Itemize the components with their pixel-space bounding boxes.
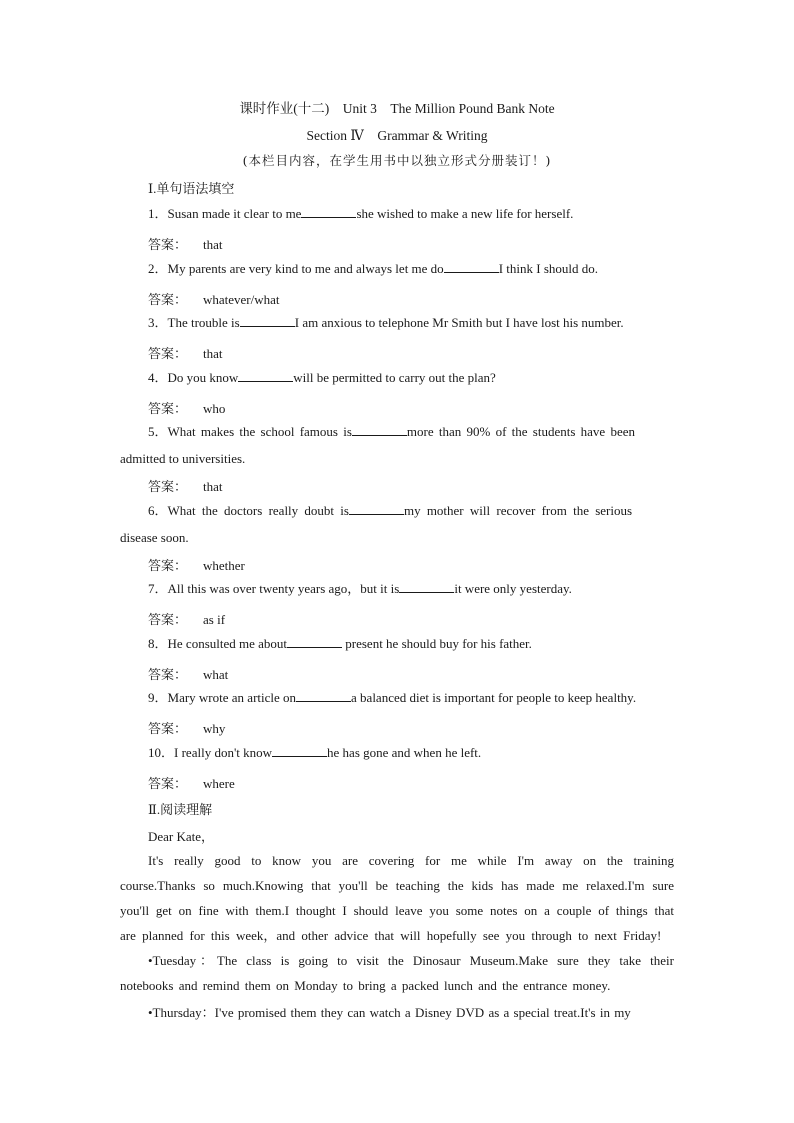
question-number: 6． (148, 503, 168, 518)
answer-7 (148, 609, 225, 628)
answer-9 (148, 718, 225, 737)
answer-text: where (203, 776, 235, 791)
answer-blank[interactable] (296, 689, 351, 702)
question-number: 3． (148, 315, 168, 330)
answer-blank[interactable] (444, 260, 499, 273)
question-text-before: My parents are very kind to me and always let me do (167, 261, 444, 276)
section-title: Section Ⅳ Grammar & Writing (306, 128, 488, 143)
question-6-continuation: disease soon. (120, 530, 189, 545)
answer-blank[interactable] (240, 314, 295, 327)
answer-blank[interactable] (287, 635, 342, 648)
answer-label: 答案： (148, 401, 188, 416)
bullet-tuesday (120, 948, 674, 998)
answer-text: that (203, 237, 223, 252)
answer-blank[interactable] (349, 502, 404, 515)
question-text-after: I think I should do. (498, 261, 598, 276)
question-5-continuation: admitted to universities. (120, 451, 246, 466)
question-9 (148, 685, 674, 711)
answer-blank[interactable] (301, 205, 356, 218)
answer-blank[interactable] (238, 369, 293, 382)
question-text-before: All this was over twenty years ago，but it is (167, 581, 400, 596)
question-3 (148, 310, 674, 336)
question-text-before: I really don't know (174, 745, 273, 760)
answer-label: 答案： (148, 721, 188, 736)
bullet-label: •Tuesday： (148, 953, 217, 968)
question-text-before: The trouble is (167, 315, 240, 330)
question-text-after: more than 90% of the students have been (406, 424, 635, 439)
question-7 (148, 576, 674, 602)
answer-blank[interactable] (352, 423, 407, 436)
letter-paragraph (120, 848, 674, 948)
question-number: 8． (148, 636, 168, 651)
question-number: 4． (148, 370, 168, 385)
question-2 (148, 256, 674, 282)
letter-salutation: Dear Kate， (148, 829, 215, 844)
answer-blank[interactable] (272, 744, 327, 757)
answer-label: 答案： (148, 292, 188, 307)
question-number: 9． (148, 690, 168, 705)
answer-text: who (203, 401, 226, 416)
question-number: 5． (148, 424, 168, 439)
question-text-after: he has gone and when he left. (327, 745, 482, 760)
binding-note: (本栏目内容，在学生用书中以独立形式分册装订！) (242, 153, 552, 168)
bullet-text: I've promised them they can watch a Disney DVD as a special treat.It's in my (214, 1005, 631, 1020)
answer-label: 答案： (148, 479, 188, 494)
question-1 (148, 201, 674, 227)
question-text-after: my mother will recover from the serious (403, 503, 633, 518)
answer-1 (148, 234, 223, 253)
question-4 (148, 365, 674, 391)
question-text-before: Mary wrote an article on (167, 690, 297, 705)
bullet-text: The class is going to visit the Dinosaur Museum.Make sure they take their notebooks and remind them on Monday to bring a packed lunch and the entrance money. (120, 953, 674, 993)
answer-label: 答案： (148, 776, 188, 791)
question-number: 1． (148, 206, 168, 221)
answer-label: 答案： (148, 667, 188, 682)
question-number: 2． (148, 261, 168, 276)
question-text-before: Do you know (167, 370, 239, 385)
question-6 (148, 498, 674, 524)
answer-text: what (203, 667, 229, 682)
question-text-after: she wished to make a new life for herself. (356, 206, 574, 221)
question-text-before: What makes the school famous is (167, 424, 352, 439)
answer-text: that (203, 346, 223, 361)
question-text-after: a balanced diet is important for people to keep healthy. (351, 690, 637, 705)
answer-text: that (203, 479, 223, 494)
question-10 (148, 740, 674, 766)
question-number: 7． (148, 581, 168, 596)
answer-2 (148, 289, 280, 308)
question-8 (148, 631, 674, 657)
question-text-after: it were only yesterday. (454, 581, 572, 596)
answer-4 (148, 398, 225, 417)
answer-label: 答案： (148, 558, 188, 573)
question-text-before: He consulted me about (167, 636, 288, 651)
answer-text: as if (203, 612, 226, 627)
answer-3 (148, 343, 223, 362)
question-text-before: Susan made it clear to me (167, 206, 302, 221)
question-text-after: I am anxious to telephone Mr Smith but I have lost his number. (294, 315, 624, 330)
answer-5 (148, 476, 223, 495)
bullet-thursday (120, 1000, 674, 1025)
question-text-after: will be permitted to carry out the plan? (293, 370, 496, 385)
question-number: 10． (148, 745, 175, 760)
question-text-after: present he should buy for his father. (342, 636, 532, 651)
answer-label: 答案： (148, 612, 188, 627)
answer-label: 答案： (148, 346, 188, 361)
letter-paragraph-text: It's really good to know you are covering for me while I'm away on the training course.Thanks so much.Knowing that you'll be teaching the kids has made me relaxed.I'm sure you'll get on fine with them.I thought I should leave you some notes on a couple of things that are planned for this week，and other advice that will hopefully see you through to next Friday! (120, 853, 674, 943)
answer-text: whether (203, 558, 245, 573)
question-text-before: What the doctors really doubt is (167, 503, 349, 518)
answer-10 (148, 773, 235, 792)
answer-blank[interactable] (399, 580, 454, 593)
answer-text: why (203, 721, 226, 736)
question-5 (148, 419, 674, 445)
page-title: 课时作业(十二) Unit 3 The Million Pound Bank Note (239, 101, 555, 116)
answer-text: whatever/what (203, 292, 280, 307)
part2-heading: Ⅱ.阅读理解 (148, 802, 213, 817)
bullet-label: •Thursday： (148, 1005, 215, 1020)
answer-6 (148, 555, 245, 574)
answer-8 (148, 664, 228, 683)
part1-heading: Ⅰ.单句语法填空 (148, 181, 235, 196)
answer-label: 答案： (148, 237, 188, 252)
